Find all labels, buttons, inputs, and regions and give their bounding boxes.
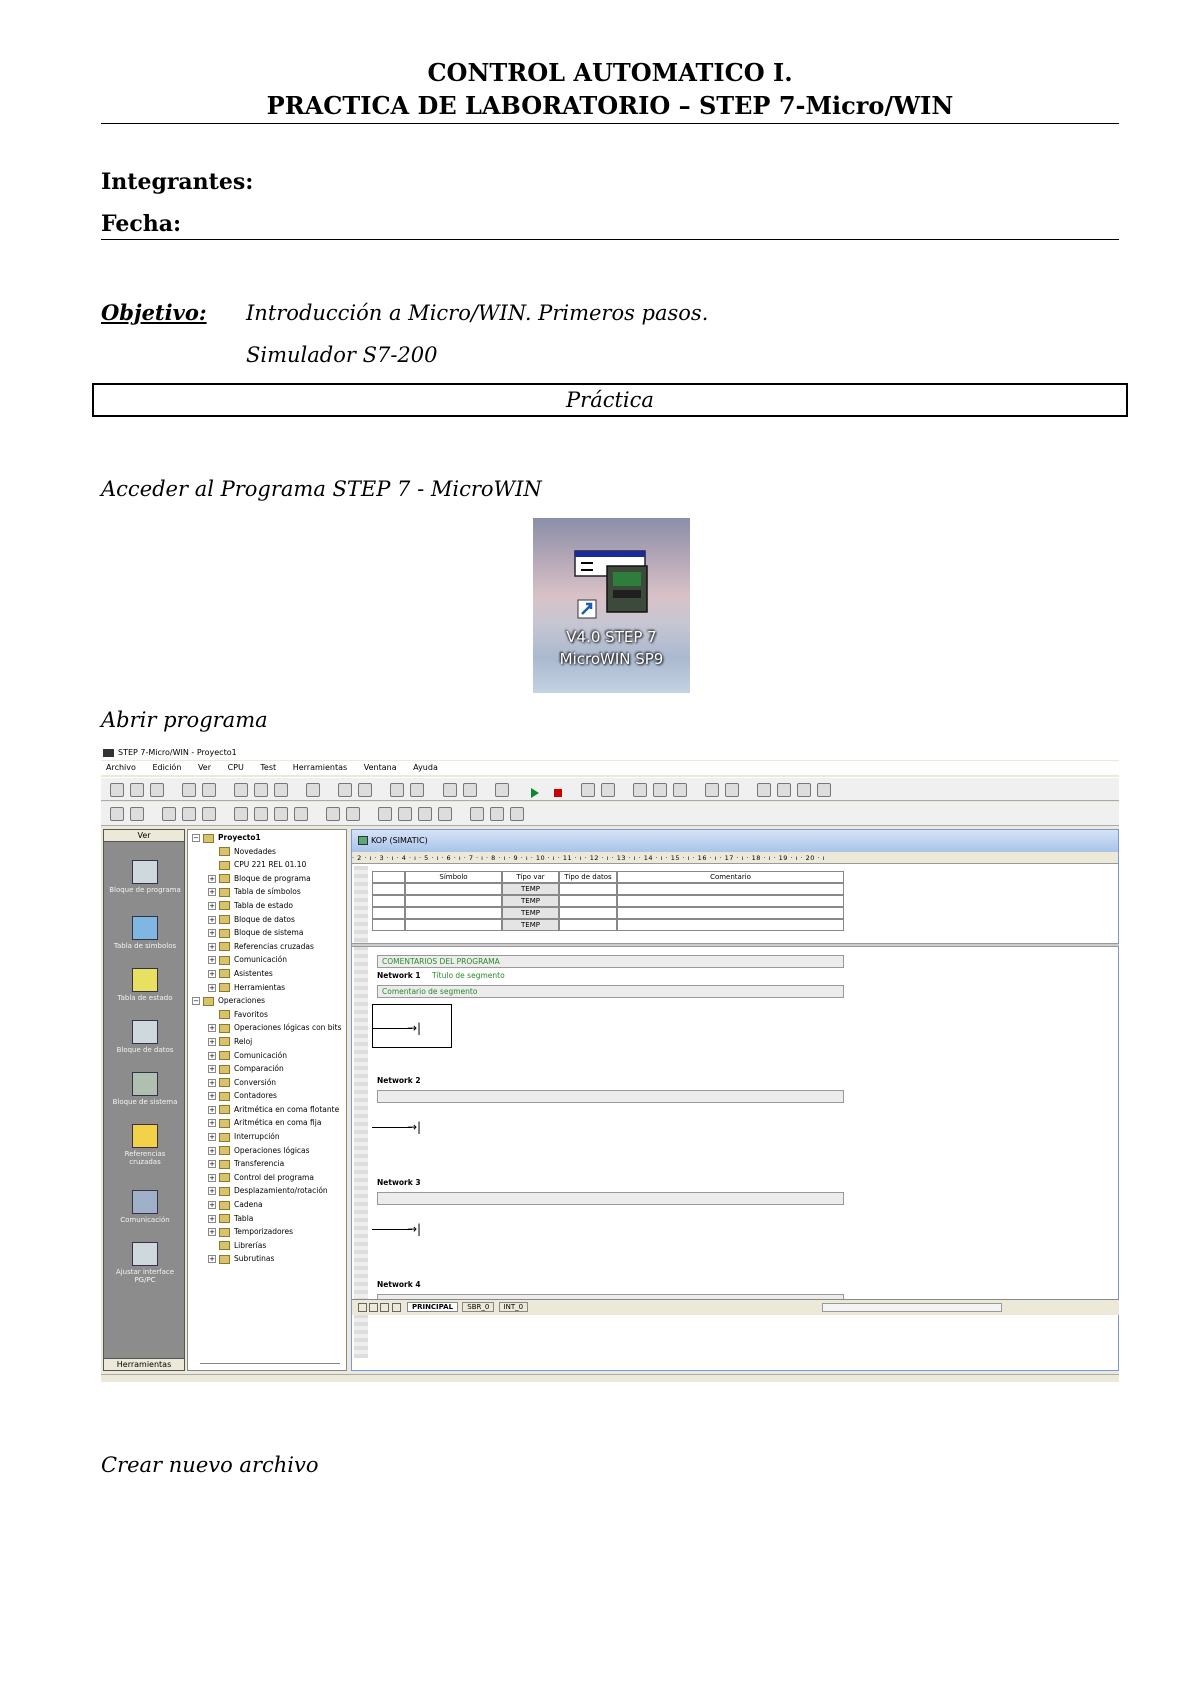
expand-toggle-icon[interactable]: + — [209, 1092, 215, 1101]
upload-icon[interactable] — [390, 783, 404, 797]
cross-reference-icon — [132, 1124, 158, 1148]
expand-toggle-icon[interactable]: + — [209, 1146, 215, 1155]
microwin-screenshot — [101, 746, 1119, 1382]
expand-toggle-icon[interactable] — [208, 1242, 216, 1250]
tree-item-label: Referencias cruzadas — [234, 941, 314, 951]
sort-desc-icon[interactable] — [463, 783, 477, 797]
folder-icon — [219, 1241, 230, 1250]
folder-icon — [219, 861, 230, 870]
var-type-cell[interactable]: TEMP — [502, 907, 559, 919]
folder-icon — [219, 1010, 230, 1019]
copy-icon[interactable] — [254, 783, 268, 797]
var-cell[interactable] — [372, 907, 405, 919]
tree-item[interactable] — [192, 1184, 346, 1198]
status-bar — [101, 1374, 1119, 1382]
var-type-cell[interactable]: TEMP — [502, 883, 559, 895]
tree-item-label: Librerías — [234, 1240, 267, 1250]
local-variable-table — [372, 871, 844, 937]
stop-icon[interactable] — [554, 789, 562, 797]
open-file-icon[interactable] — [130, 783, 144, 797]
rung-3-arrow: →| — [407, 1222, 422, 1236]
objective-line1: Introducción a Micro/WIN. Primeros pasos. — [246, 301, 709, 325]
expand-toggle-icon[interactable] — [208, 1011, 216, 1019]
menu-cpu[interactable]: CPU — [227, 763, 244, 772]
objective-line2: Simulador S7-200 — [246, 343, 438, 367]
tree-item-label: Control del programa — [234, 1172, 314, 1182]
folder-icon — [203, 834, 214, 843]
folder-icon — [219, 1051, 230, 1060]
tab-int0[interactable]: INT_0 — [499, 1302, 529, 1312]
communication-icon — [132, 1190, 158, 1214]
folder-icon — [219, 929, 230, 938]
nav-bloque-datos[interactable] — [104, 1020, 186, 1054]
menu-archivo[interactable]: Archivo — [106, 763, 136, 772]
folder-icon — [219, 1173, 230, 1182]
tree-item-label: Comunicación — [234, 1050, 287, 1060]
chart-status-icon[interactable] — [633, 783, 647, 797]
expand-toggle-icon[interactable]: + — [209, 929, 215, 938]
expand-toggle-icon[interactable]: + — [209, 1024, 215, 1033]
tree-item-label: Aritmética en coma flotante — [234, 1104, 340, 1114]
expand-toggle-icon[interactable]: + — [209, 901, 215, 910]
menu-ventana[interactable]: Ventana — [363, 763, 397, 772]
network-1-label: Network 1 — [377, 971, 421, 980]
print-icon[interactable] — [182, 783, 196, 797]
unlock-icon[interactable] — [777, 783, 791, 797]
tree-item[interactable] — [192, 981, 346, 995]
folder-icon — [219, 888, 230, 897]
tree-item-label: Tabla — [234, 1213, 254, 1223]
contact-icon[interactable] — [470, 807, 484, 821]
menu-ver[interactable]: Ver — [197, 763, 212, 772]
nav-label: Bloque de programa — [109, 886, 181, 894]
folder-icon — [219, 1214, 230, 1223]
nav-label: Referencias cruzadas — [124, 1150, 166, 1166]
tree-item-label: Aritmética en coma fija — [234, 1118, 322, 1128]
toggle-poe-icon[interactable] — [162, 807, 176, 821]
tree-item[interactable] — [192, 953, 346, 967]
symbol-table-icon — [132, 916, 158, 940]
folder-icon — [219, 969, 230, 978]
var-cell[interactable] — [405, 883, 502, 895]
expand-toggle-icon[interactable]: + — [209, 1201, 215, 1210]
folder-icon — [219, 942, 230, 951]
line-left-icon[interactable] — [418, 807, 432, 821]
tree-item[interactable] — [192, 1157, 346, 1171]
expand-toggle-icon[interactable] — [208, 848, 216, 856]
desktop-icon-screenshot — [533, 518, 690, 693]
folder-icon — [219, 1092, 230, 1101]
tree-item-label: Temporizadores — [234, 1227, 294, 1237]
editor-separator — [352, 943, 1119, 947]
tree-item-label: Bloque de datos — [234, 914, 295, 924]
editor-tab-bar — [352, 1299, 1119, 1315]
tree-item-label: Comunicación — [234, 955, 287, 965]
program-status-icon[interactable] — [581, 783, 595, 797]
tree-item-label: Favoritos — [234, 1009, 268, 1019]
undo-icon[interactable] — [306, 783, 320, 797]
tree-item[interactable] — [192, 967, 346, 981]
doc-title-line1: CONTROL AUTOMATICO I. — [427, 58, 793, 87]
tree-item[interactable] — [192, 994, 346, 1008]
segment-comment-text: Comentario de segmento — [382, 987, 478, 996]
tree-item[interactable] — [192, 940, 346, 954]
cut-icon[interactable] — [234, 783, 248, 797]
expand-toggle-icon[interactable]: + — [209, 1037, 215, 1046]
pause-status-icon[interactable] — [601, 783, 615, 797]
program-block-icon — [132, 860, 158, 884]
var-cell[interactable] — [372, 895, 405, 907]
tree-item-label: Tabla de estado — [234, 900, 293, 910]
var-cell[interactable] — [405, 907, 502, 919]
expand-toggle-icon[interactable]: + — [209, 1173, 215, 1182]
tree-item[interactable] — [192, 845, 346, 859]
insert-network-icon[interactable] — [110, 807, 124, 821]
apply-symbols-icon[interactable] — [326, 807, 340, 821]
nav-label: Tabla de estado — [117, 994, 173, 1002]
program-comments-bar — [377, 955, 844, 968]
tree-item[interactable] — [192, 899, 346, 913]
nav-tabla-estado[interactable] — [104, 968, 186, 1002]
next-tab-icon[interactable] — [380, 1303, 389, 1312]
nav-comunicacion[interactable] — [104, 1190, 186, 1224]
editor-window — [351, 829, 1119, 1371]
step-create: Crear nuevo archivo — [101, 1453, 319, 1477]
tree-item[interactable] — [192, 1144, 346, 1158]
network-1-title[interactable]: Título de segmento — [432, 971, 505, 980]
var-cell[interactable] — [617, 919, 844, 931]
print-preview-icon[interactable] — [202, 783, 216, 797]
symbol-table-icon[interactable] — [202, 807, 216, 821]
menu-edicion[interactable]: Edición — [152, 763, 182, 772]
toolbar-2 — [101, 802, 1119, 826]
expand-toggle-icon[interactable]: + — [209, 1078, 215, 1087]
delete-network-icon[interactable] — [130, 807, 144, 821]
desktop-icon-label-1: V4.0 STEP 7 — [566, 628, 657, 646]
expand-toggle-icon[interactable]: + — [209, 942, 215, 951]
bookmark-icon[interactable] — [234, 807, 248, 821]
tree-item-label: Comparación — [234, 1064, 284, 1074]
tree-item[interactable] — [192, 1049, 346, 1063]
tree-item-label: Contadores — [234, 1091, 277, 1101]
expand-toggle-icon[interactable]: + — [209, 1228, 215, 1237]
tree-item-label: Interrupción — [234, 1132, 280, 1142]
nav-label: Bloque de datos — [116, 1046, 174, 1054]
folder-icon — [219, 1160, 230, 1169]
expand-toggle-icon[interactable]: + — [209, 1105, 215, 1114]
tree-item[interactable] — [192, 1239, 346, 1253]
step-access: Acceder al Programa STEP 7 - MicroWIN — [101, 477, 542, 501]
prev-bookmark-icon[interactable] — [274, 807, 288, 821]
folder-icon — [219, 1037, 230, 1046]
folder-icon — [219, 1187, 230, 1196]
tree-item[interactable] — [192, 1103, 346, 1117]
app-titlebar — [101, 746, 1119, 760]
kop-icon — [358, 836, 368, 845]
expand-toggle-icon[interactable]: + — [209, 1214, 215, 1223]
folder-icon — [219, 847, 230, 856]
expand-toggle-icon[interactable]: + — [209, 969, 215, 978]
tree-item-label: Cadena — [234, 1200, 263, 1210]
read-forced-icon[interactable] — [797, 783, 811, 797]
folder-icon — [219, 874, 230, 883]
sort-asc-icon[interactable] — [443, 783, 457, 797]
navigation-header[interactable]: Ver — [104, 830, 184, 842]
nav-label: Tabla de símbolos — [113, 942, 177, 950]
folder-icon — [219, 956, 230, 965]
var-cell[interactable] — [617, 907, 844, 919]
power-rail-rung-3 — [372, 1229, 412, 1230]
power-rail-rung-2 — [372, 1127, 412, 1128]
practica-label: Práctica — [566, 388, 654, 412]
write-all-icon[interactable] — [673, 783, 687, 797]
tree-item[interactable] — [192, 1225, 346, 1239]
tree-item-label: CPU 221 REL 01.10 — [234, 860, 307, 870]
var-cell[interactable] — [559, 883, 617, 895]
divider — [101, 123, 1119, 124]
tree-item-label: Bloque de sistema — [234, 928, 304, 938]
tree-item-label: Operaciones — [218, 996, 266, 1006]
tree-item[interactable] — [192, 1130, 346, 1144]
expand-toggle-icon[interactable]: + — [209, 1187, 215, 1196]
line-right-icon[interactable] — [438, 807, 452, 821]
desktop-icon-label-2: MicroWIN SP9 — [559, 650, 664, 668]
folder-icon — [219, 1255, 230, 1264]
folder-icon — [219, 1119, 230, 1128]
tree-item[interactable] — [192, 872, 346, 886]
integrantes-label: Integrantes: — [101, 169, 254, 195]
tree-bottom-line — [200, 1363, 340, 1364]
instruction-tree — [187, 829, 347, 1371]
download-icon[interactable] — [410, 783, 424, 797]
folder-icon — [219, 1024, 230, 1033]
editor-gutter — [354, 866, 368, 1358]
tree-item-label: Conversión — [234, 1077, 277, 1087]
tree-item-label: Bloque de programa — [234, 873, 311, 883]
save-icon[interactable] — [150, 783, 164, 797]
app-icon — [103, 749, 114, 757]
menu-herramientas[interactable]: Herramientas — [292, 763, 348, 772]
toolbar-1 — [101, 777, 1119, 801]
var-cell[interactable] — [617, 895, 844, 907]
first-tab-icon[interactable] — [358, 1303, 367, 1312]
tree-item[interactable] — [192, 1198, 346, 1212]
tab-principal[interactable]: PRINCIPAL — [407, 1302, 458, 1312]
nav-label: Bloque de sistema — [112, 1098, 178, 1106]
folder-icon — [219, 1105, 230, 1114]
practica-box — [92, 383, 1128, 417]
line-up-icon[interactable] — [398, 807, 412, 821]
menu-bar — [101, 761, 1119, 775]
tree-item[interactable] — [192, 926, 346, 940]
expand-toggle-icon[interactable]: + — [209, 983, 215, 992]
remove-bookmarks-icon[interactable] — [294, 807, 308, 821]
status-table-icon — [132, 968, 158, 992]
next-bookmark-icon[interactable] — [254, 807, 268, 821]
var-cell[interactable] — [617, 883, 844, 895]
tree-item[interactable] — [192, 913, 346, 927]
box-icon[interactable] — [510, 807, 524, 821]
tree-item-label: Novedades — [234, 846, 276, 856]
var-cell[interactable] — [559, 895, 617, 907]
expand-toggle-icon[interactable]: + — [209, 874, 215, 883]
folder-icon — [219, 1078, 230, 1087]
create-symbols-icon[interactable] — [346, 807, 360, 821]
var-col-tipo-var: Tipo var — [502, 871, 559, 883]
tree-item[interactable] — [192, 1089, 346, 1103]
rung-2-arrow: →| — [407, 1120, 422, 1134]
tree-item[interactable] — [192, 1062, 346, 1076]
tree-item-label: Desplazamiento/rotación — [234, 1186, 328, 1196]
nav-label: Ajustar interface PG/PC — [115, 1268, 175, 1284]
menu-ayuda[interactable]: Ayuda — [413, 763, 438, 772]
expand-toggle-icon[interactable]: + — [209, 1065, 215, 1074]
nav-bloque-sistema[interactable] — [104, 1072, 186, 1106]
var-type-cell[interactable]: TEMP — [502, 919, 559, 931]
var-cell[interactable] — [405, 895, 502, 907]
line-down-icon[interactable] — [378, 807, 392, 821]
tree-item-label: Proyecto1 — [218, 833, 261, 842]
tree-item-label: Herramientas — [234, 982, 286, 992]
var-cell[interactable] — [405, 919, 502, 931]
power-rail-rung-1 — [372, 1028, 412, 1029]
horizontal-scrollbar[interactable] — [822, 1303, 1002, 1312]
lock-icon[interactable] — [757, 783, 771, 797]
rung-1-arrow: →| — [407, 1021, 422, 1035]
fecha-label: Fecha: — [101, 211, 182, 237]
menu-test[interactable]: Test — [260, 763, 277, 772]
editor-title: KOP (SIMATIC) — [371, 836, 428, 845]
folder-icon — [219, 915, 230, 924]
expand-toggle-icon[interactable]: + — [209, 915, 215, 924]
tree-item[interactable] — [192, 885, 346, 899]
tree-item[interactable] — [192, 1035, 346, 1049]
app-title: STEP 7-Micro/WIN - Proyecto1 — [118, 748, 237, 757]
network-4-label: Network 4 — [377, 1280, 421, 1289]
var-col-simbolo: Símbolo — [405, 871, 502, 883]
run-icon[interactable] — [531, 788, 539, 798]
program-comments-text: COMENTARIOS DEL PROGRAMA — [382, 957, 500, 966]
unforce-icon[interactable] — [725, 783, 739, 797]
tree-item-label: Subrutinas — [234, 1254, 275, 1264]
compile-icon[interactable] — [338, 783, 352, 797]
folder-icon — [219, 1228, 230, 1237]
nav-referencias-cruzadas[interactable] — [104, 1124, 186, 1166]
segment-comment-bar[interactable] — [377, 985, 844, 998]
network-3-label: Network 3 — [377, 1178, 421, 1187]
tree-item-label: Operaciones lógicas con bits — [234, 1023, 342, 1033]
folder-icon — [219, 983, 230, 992]
var-cell[interactable] — [372, 919, 405, 931]
options-icon[interactable] — [495, 783, 509, 797]
trend-icon[interactable] — [817, 783, 831, 797]
navigation-footer[interactable]: Herramientas — [104, 1358, 184, 1370]
var-type-cell[interactable]: TEMP — [502, 895, 559, 907]
doc-title-line2: PRACTICA DE LABORATORIO – STEP 7-Micro/WIN — [266, 91, 954, 120]
expand-toggle-icon[interactable]: − — [193, 834, 199, 842]
step7-app-icon — [533, 518, 690, 628]
editor-titlebar — [352, 830, 1118, 852]
network-2-comment-bar[interactable] — [377, 1090, 844, 1103]
force-icon[interactable] — [705, 783, 719, 797]
tree-item-label: Reloj — [234, 1036, 253, 1046]
nav-bloque-programa[interactable] — [104, 860, 186, 894]
network-3-comment-bar[interactable] — [377, 1192, 844, 1205]
coil-icon[interactable] — [490, 807, 504, 821]
symbolic-addressing-icon[interactable] — [182, 807, 196, 821]
nav-label: Comunicación — [120, 1216, 170, 1224]
tree-item[interactable] — [192, 1076, 346, 1090]
tree-item-label: Transferencia — [234, 1159, 285, 1169]
folder-icon — [219, 901, 230, 910]
folder-icon — [203, 997, 214, 1006]
system-block-icon — [132, 1072, 158, 1096]
tree-item-label: Operaciones lógicas — [234, 1145, 310, 1155]
var-col-comentario: Comentario — [617, 871, 844, 883]
nav-tabla-simbolos[interactable] — [104, 916, 186, 950]
tree-item-label: Asistentes — [234, 968, 273, 978]
tree-item[interactable] — [192, 1252, 346, 1266]
expand-toggle-icon[interactable]: + — [209, 1119, 215, 1128]
data-block-icon — [132, 1020, 158, 1044]
expand-toggle-icon[interactable] — [208, 861, 216, 869]
tree-item[interactable] — [192, 1116, 346, 1130]
tree-item[interactable] — [192, 1008, 346, 1022]
folder-icon — [219, 1065, 230, 1074]
expand-toggle-icon[interactable]: + — [209, 1160, 215, 1169]
tree-item[interactable] — [192, 1171, 346, 1185]
folder-icon — [219, 1133, 230, 1142]
var-cell[interactable] — [559, 919, 617, 931]
tree-item[interactable] — [192, 831, 346, 845]
expand-toggle-icon[interactable]: − — [193, 997, 199, 1006]
tab-sbr0[interactable]: SBR_0 — [462, 1302, 494, 1312]
folder-icon — [219, 1201, 230, 1210]
expand-toggle-icon[interactable]: + — [209, 1133, 215, 1142]
tree-item[interactable] — [192, 1212, 346, 1226]
new-file-icon[interactable] — [110, 783, 124, 797]
tree-item-label: Tabla de símbolos — [234, 887, 301, 897]
folder-icon — [219, 1146, 230, 1155]
var-cell[interactable] — [559, 907, 617, 919]
expand-toggle-icon[interactable]: + — [209, 1051, 215, 1060]
var-col-blank — [372, 871, 405, 883]
step-open: Abrir programa — [101, 708, 268, 732]
compile-all-icon[interactable] — [358, 783, 372, 797]
paste-icon[interactable] — [274, 783, 288, 797]
objective-label: Objetivo: — [101, 300, 207, 325]
expand-toggle-icon[interactable]: + — [209, 956, 215, 965]
network-2-label: Network 2 — [377, 1076, 421, 1085]
tree-item[interactable] — [192, 858, 346, 872]
expand-toggle-icon[interactable]: + — [209, 1255, 215, 1264]
nav-ajustar-interface[interactable] — [104, 1242, 186, 1284]
var-col-tipo-datos: Tipo de datos — [559, 871, 617, 883]
tree-item[interactable] — [192, 1021, 346, 1035]
last-tab-icon[interactable] — [392, 1303, 401, 1312]
column-ruler: · 2 · ı · 3 · ı · 4 · ı · 5 · ı · 6 · ı · 7 · ı · 8 · ı · 9 · ı · 10 · ı · 11 · ı · 12 · ı · 13 · ı · 14 · ı · 15 · ı · 16 · ı · 17 · ı · 18 · ı · 19 · ı · 20 · ı — [352, 852, 1118, 864]
expand-toggle-icon[interactable]: + — [209, 888, 215, 897]
pg-pc-interface-icon — [132, 1242, 158, 1266]
var-cell[interactable] — [372, 883, 405, 895]
navigation-bar — [103, 829, 185, 1371]
prev-tab-icon[interactable] — [369, 1303, 378, 1312]
divider — [101, 239, 1119, 240]
single-read-icon[interactable] — [653, 783, 667, 797]
